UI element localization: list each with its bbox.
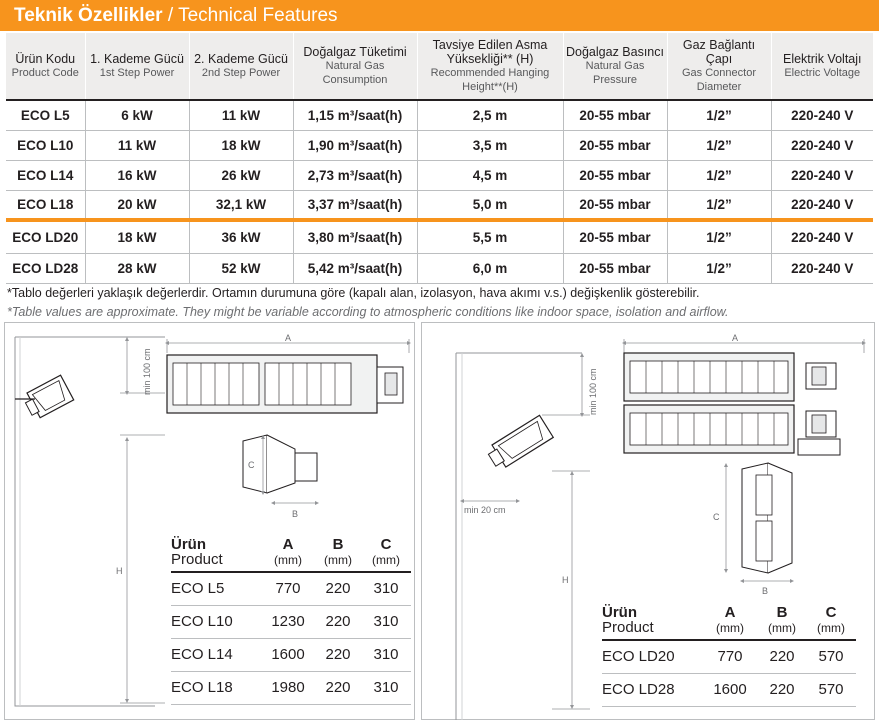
banner-title-tr: Teknik Özellikler bbox=[14, 5, 163, 26]
cell-product: ECO L18 bbox=[171, 671, 261, 704]
header-step1-power: 1. Kademe Gücü 1st Step Power bbox=[85, 33, 189, 100]
table-row bbox=[602, 640, 856, 673]
cell: 220-240 V bbox=[771, 100, 873, 130]
table-row bbox=[6, 190, 873, 220]
section-banner bbox=[0, 0, 879, 31]
cell: 52 kW bbox=[189, 253, 293, 283]
front-heater-icon bbox=[167, 355, 403, 413]
cell: 11 kW bbox=[85, 130, 189, 160]
cell: 310 bbox=[361, 638, 411, 671]
cell: 570 bbox=[806, 640, 856, 673]
header-connector-diameter: Gaz Bağlantı Çapı Gas Connector Diameter bbox=[667, 33, 771, 100]
cell: 1/2” bbox=[667, 130, 771, 160]
cell: 220 bbox=[315, 605, 361, 638]
banner-title-en: Technical Features bbox=[178, 5, 338, 26]
cell-product: ECO L14 bbox=[171, 638, 261, 671]
dim-label-b: B bbox=[292, 509, 299, 519]
cell: 220 bbox=[758, 640, 806, 673]
table-row bbox=[602, 673, 856, 706]
right-diagram-panel bbox=[421, 322, 875, 720]
cell: 16 kW bbox=[85, 160, 189, 190]
dim-label-min20: min 20 cm bbox=[464, 505, 506, 515]
cell: 5,0 m bbox=[417, 190, 563, 220]
table-row bbox=[171, 671, 411, 704]
cell: 220-240 V bbox=[771, 253, 873, 283]
dim-label-c: C bbox=[248, 460, 255, 470]
cell: 1980 bbox=[261, 671, 315, 704]
cell: 5,42 m³/saat(h) bbox=[293, 253, 417, 283]
cell-product: ECO L18 bbox=[6, 190, 85, 220]
cell: 20-55 mbar bbox=[563, 130, 667, 160]
cell: 32,1 kW bbox=[189, 190, 293, 220]
spec-header-row bbox=[6, 33, 873, 100]
cell: 310 bbox=[361, 605, 411, 638]
header-voltage: Elektrik Voltajı Electric Voltage bbox=[771, 33, 873, 100]
dim-header-product: Ürün Product bbox=[171, 537, 261, 572]
cell: 1230 bbox=[261, 605, 315, 638]
cell: 220 bbox=[315, 638, 361, 671]
table-row bbox=[171, 605, 411, 638]
dim-label-h: H bbox=[562, 575, 569, 585]
cell: 20 kW bbox=[85, 190, 189, 220]
dim-label-b: B bbox=[762, 586, 769, 596]
cell: 6,0 m bbox=[417, 253, 563, 283]
dim-label-min100: min 100 cm bbox=[588, 368, 598, 415]
cell: 770 bbox=[702, 640, 758, 673]
cell: 20-55 mbar bbox=[563, 100, 667, 130]
dim-label-min100: min 100 cm bbox=[142, 348, 152, 395]
cell-product: ECO L10 bbox=[171, 605, 261, 638]
cell: 3,5 m bbox=[417, 130, 563, 160]
table-row bbox=[6, 253, 873, 283]
cell: 2,73 m³/saat(h) bbox=[293, 160, 417, 190]
cell-product: ECO LD20 bbox=[6, 220, 85, 253]
header-step2-power: 2. Kademe Gücü 2nd Step Power bbox=[189, 33, 293, 100]
dim-header-row bbox=[602, 605, 856, 640]
cell: 1,90 m³/saat(h) bbox=[293, 130, 417, 160]
dim-header-c: C (mm) bbox=[806, 605, 856, 640]
header-product-code: Ürün Kodu Product Code bbox=[6, 33, 85, 100]
cell: 6 kW bbox=[85, 100, 189, 130]
cell: 3,37 m³/saat(h) bbox=[293, 190, 417, 220]
cell: 220-240 V bbox=[771, 130, 873, 160]
cell: 220 bbox=[758, 673, 806, 706]
dim-header-a: A (mm) bbox=[702, 605, 758, 640]
cell-product: ECO L5 bbox=[171, 572, 261, 605]
cell-product: ECO L14 bbox=[6, 160, 85, 190]
cell: 36 kW bbox=[189, 220, 293, 253]
cell: 4,5 m bbox=[417, 160, 563, 190]
cell: 310 bbox=[361, 671, 411, 704]
table-row bbox=[171, 638, 411, 671]
cell: 20-55 mbar bbox=[563, 220, 667, 253]
header-hanging-height: Tavsiye Edilen Asma Yüksekliği** (H) Recommended Hanging Height**(H) bbox=[417, 33, 563, 100]
spec-table bbox=[6, 33, 873, 284]
cell: 18 kW bbox=[189, 130, 293, 160]
cell: 20-55 mbar bbox=[563, 160, 667, 190]
cell: 5,5 m bbox=[417, 220, 563, 253]
dim-label-c: C bbox=[713, 512, 720, 522]
cell: 2,5 m bbox=[417, 100, 563, 130]
cell: 1/2” bbox=[667, 160, 771, 190]
left-diagram-panel bbox=[4, 322, 415, 720]
table-row bbox=[6, 130, 873, 160]
cell-product: ECO L5 bbox=[6, 100, 85, 130]
cell: 1600 bbox=[702, 673, 758, 706]
dim-header-c: C (mm) bbox=[361, 537, 411, 572]
cell: 28 kW bbox=[85, 253, 189, 283]
table-row bbox=[6, 100, 873, 130]
cell: 1600 bbox=[261, 638, 315, 671]
left-dimension-table bbox=[171, 537, 411, 705]
cell: 220-240 V bbox=[771, 190, 873, 220]
cell: 20-55 mbar bbox=[563, 253, 667, 283]
cell: 220-240 V bbox=[771, 220, 873, 253]
cell: 1,15 m³/saat(h) bbox=[293, 100, 417, 130]
header-gas-consumption: Doğalgaz Tüketimi Natural Gas Consumption bbox=[293, 33, 417, 100]
cell: 3,80 m³/saat(h) bbox=[293, 220, 417, 253]
cell: 220 bbox=[315, 572, 361, 605]
dim-label-h: H bbox=[116, 566, 123, 576]
dim-header-a: A (mm) bbox=[261, 537, 315, 572]
table-row bbox=[6, 160, 873, 190]
profile-heater-icon bbox=[742, 463, 792, 573]
cell: 1/2” bbox=[667, 190, 771, 220]
cell: 26 kW bbox=[189, 160, 293, 190]
cell: 18 kW bbox=[85, 220, 189, 253]
cell: 570 bbox=[806, 673, 856, 706]
cell: 1/2” bbox=[667, 253, 771, 283]
dim-header-b: B (mm) bbox=[315, 537, 361, 572]
side-heater-icon bbox=[485, 415, 553, 471]
cell: 20-55 mbar bbox=[563, 190, 667, 220]
header-gas-pressure: Doğalgaz Basıncı Natural Gas Pressure bbox=[563, 33, 667, 100]
note-turkish: *Tablo değerleri yaklaşık değerlerdir. Ortamın durumuna göre (kapalı alan, izolasyon, hava akımı v.s.) değişkenlik gösterebilir. bbox=[7, 286, 700, 300]
banner-separator: / bbox=[167, 5, 174, 26]
cell-product: ECO LD20 bbox=[602, 640, 702, 673]
cell-product: ECO LD28 bbox=[602, 673, 702, 706]
side-heater-icon bbox=[22, 375, 74, 420]
cell: 11 kW bbox=[189, 100, 293, 130]
cell: 770 bbox=[261, 572, 315, 605]
cell: 1/2” bbox=[667, 220, 771, 253]
dim-header-b: B (mm) bbox=[758, 605, 806, 640]
note-english: *Table values are approximate. They might be variable according to atmospheric conditions like indoor space, isolation and airflow. bbox=[7, 305, 729, 319]
cell: 1/2” bbox=[667, 100, 771, 130]
cell-product: ECO LD28 bbox=[6, 253, 85, 283]
right-dimension-table bbox=[602, 605, 856, 707]
dim-label-a: A bbox=[732, 333, 739, 343]
dim-header-row bbox=[171, 537, 411, 572]
cell-product: ECO L10 bbox=[6, 130, 85, 160]
dim-header-product: Ürün Product bbox=[602, 605, 702, 640]
dim-label-a: A bbox=[285, 333, 292, 343]
front-double-heater-icon bbox=[624, 353, 840, 455]
cell: 310 bbox=[361, 572, 411, 605]
table-row bbox=[171, 572, 411, 605]
table-row bbox=[6, 220, 873, 253]
cell: 220 bbox=[315, 671, 361, 704]
cell: 220-240 V bbox=[771, 160, 873, 190]
